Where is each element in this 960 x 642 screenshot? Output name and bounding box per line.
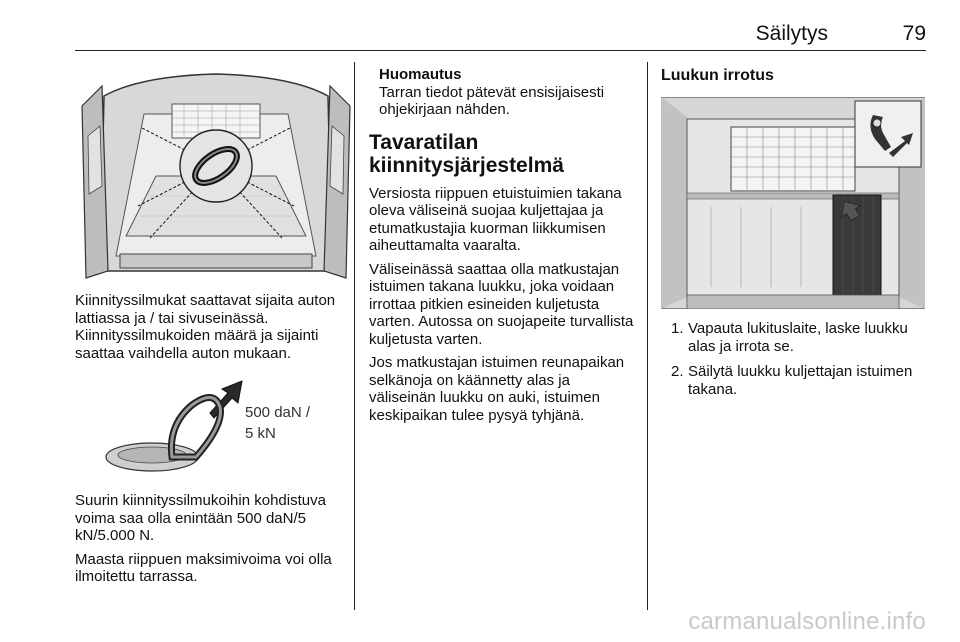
step-number: 2. xyxy=(671,363,684,380)
col1-paragraph-3: Maasta riippuen maksimivoima voi olla ilmoitettu tarrassa. xyxy=(75,550,332,585)
step-item xyxy=(661,320,929,355)
col2-paragraph-3: Jos matkustajan istuimen reunapaikan selkänoja on käännetty alas ja väliseinän luukku on auki, istuimen keskipaikan tulee pysyä tyhjänä. xyxy=(369,354,625,424)
force-label xyxy=(245,402,310,444)
section-title-cargo-securing: Tavaratilan kiinnitysjärjestelmä xyxy=(369,130,564,177)
page-header xyxy=(0,0,960,60)
col1-paragraph-1: Kiinnityssilmukat saattavat sijaita auton lattiassa ja / tai sivuseinässä. Kiinnityssilmukoiden määrä ja sijainti saattaa vaihdella auton mukaan. xyxy=(75,292,336,362)
note-box xyxy=(369,66,635,119)
header-rule xyxy=(75,50,926,51)
step-text: Säilytä luukku kuljettajan istuimen takana. xyxy=(688,363,913,398)
removal-steps xyxy=(661,320,929,406)
watermark: carmanualsonline.info xyxy=(688,608,926,635)
note-text: Tarran tiedot pätevät ensisijaisesti ohjekirjaan nähden. xyxy=(379,83,605,118)
cargo-area-illustration xyxy=(80,66,352,284)
step-item xyxy=(661,363,929,398)
page-section-title: Säilytys xyxy=(755,22,828,45)
step-number: 1. xyxy=(671,320,684,337)
col1-lower-text xyxy=(75,492,353,586)
step-text: Vapauta lukituslaite, laske luukku alas ja irrota se. xyxy=(688,320,908,355)
force-label-line-2: 5 kN xyxy=(245,425,276,442)
section-title-hatch-removal: Luukun irrotus xyxy=(661,67,774,84)
partition-hatch-illustration xyxy=(661,97,925,309)
col1-paragraph-2: Suurin kiinnityssilmukoihin kohdistuva voima saa olla enintään 500 daN/5 kN/5.000 N. xyxy=(75,492,326,544)
col3 xyxy=(661,66,929,98)
col2-paragraph-2: Väliseinässä saattaa olla matkustajan istuimen takana luukku, joka voidaan irrottaa pitkien esineiden kuljetusta varten. Autossa on suojapeite turvallista kuljetusta varten. xyxy=(369,260,634,348)
force-label-line-1: 500 daN / xyxy=(245,404,311,421)
page-number: 79 xyxy=(902,22,926,45)
col2-paragraph-1: Versiosta riippuen etuistuimien takana oleva väliseinä suojaa kuljettajaa ja etumatkustajia kuorman liikkumisen aiheuttamalta vaaralta. xyxy=(369,184,622,254)
lashing-eye-illustration xyxy=(100,375,250,480)
col2 xyxy=(369,66,635,424)
note-title: Huomautus xyxy=(379,66,462,83)
column-divider-right xyxy=(647,62,648,610)
